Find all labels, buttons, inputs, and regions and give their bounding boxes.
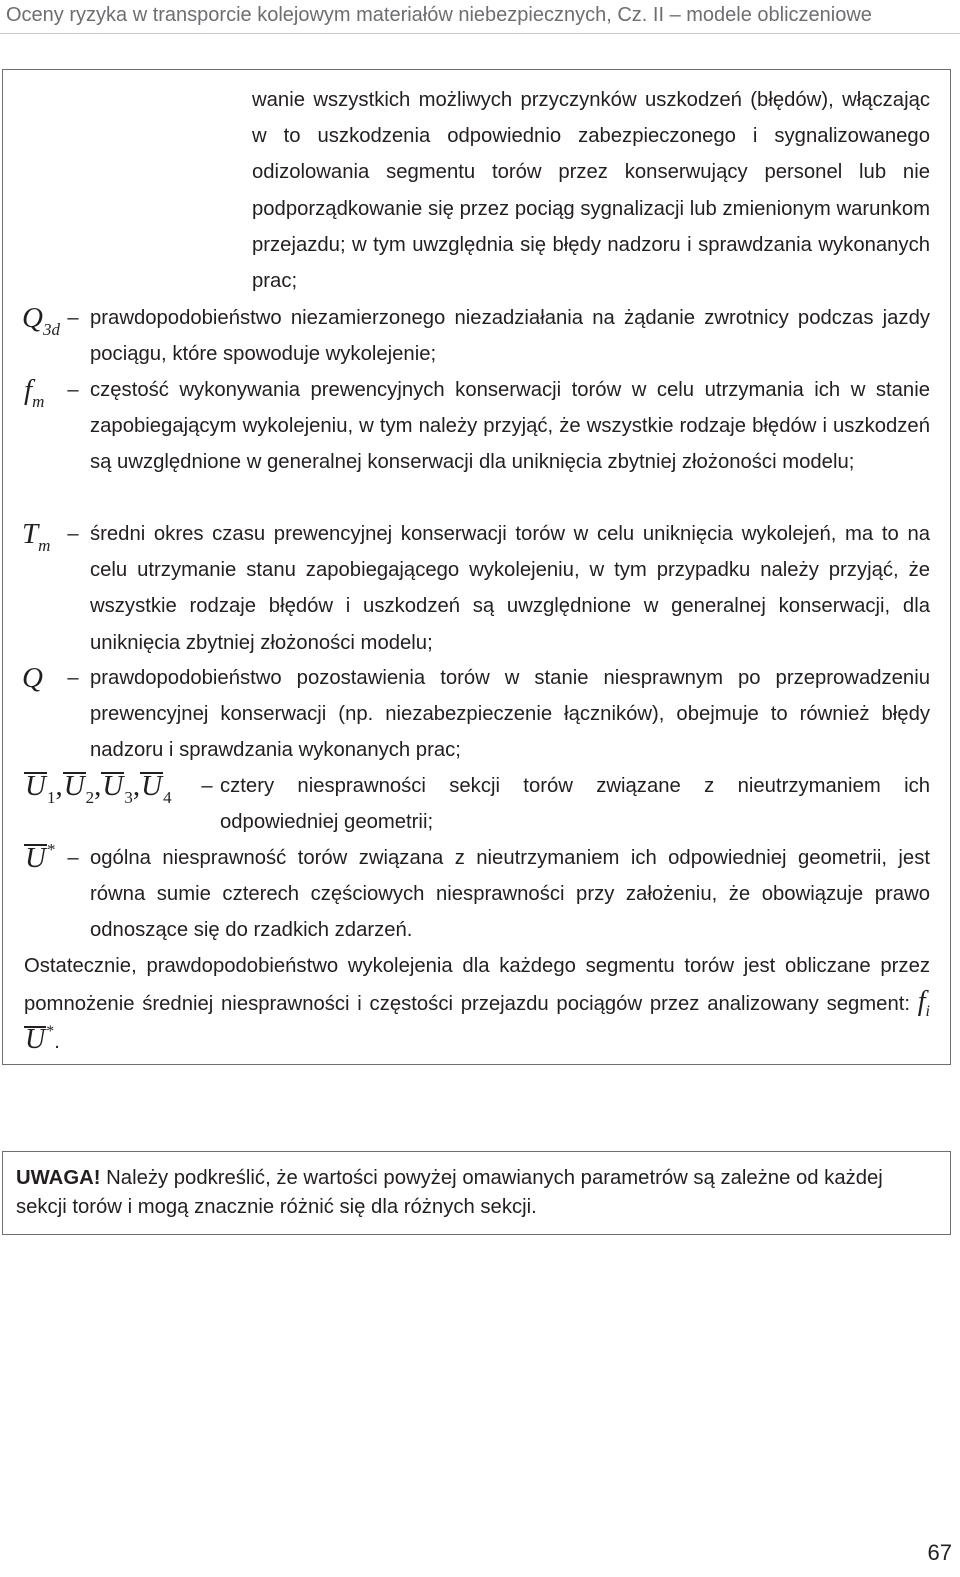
symbol-u2-sub: 2	[85, 788, 95, 807]
dash-u1-u4: –	[201, 775, 213, 797]
final-text: Ostatecznie, prawdopodobieństwo wykolejenia dla każdego segmentu torów jest obliczane przez pomnożenie średniej niesprawności i częstości przejazdu pociągów przez analizowany segment:	[24, 955, 930, 1016]
symbol-q3d-sub: 3d	[42, 320, 60, 339]
definition-q3d: prawdopodobieństwo niezamierzonego niezadziałania na żądanie zwrotnicy podczas jazdy pociągu, które spowoduje wykolejenie;	[90, 307, 930, 366]
note-paragraph	[16, 1164, 936, 1222]
symbol-u-separator-2: ,	[94, 770, 102, 802]
dash-q3d: –	[67, 307, 79, 329]
formula-u: U	[25, 1024, 46, 1056]
final-paragraph	[24, 948, 930, 1061]
page-number: 67	[927, 1540, 952, 1565]
symbol-q3d-letter: Q	[22, 302, 43, 334]
symbol-ustar	[24, 840, 55, 876]
dash-q: –	[67, 667, 79, 689]
symbol-u1-u4	[24, 768, 172, 807]
continuation-paragraph: wanie wszystkich możliwych przyczynków uszkodzeń (błędów), włączając w to uszkodzenia odpowiednio zabezpieczonego i sygnalizowanego odizolowania segmentu torów przez konserwujący personel lub nie podporządkowanie się przez pociąg sygnalizacji lub zmienionym warunkom przejazdu; w tym uwzględnia się błędy nadzoru i sprawdzania wykonanych prac;	[252, 89, 930, 293]
symbol-u2-letter: U	[63, 770, 85, 802]
dash-fm: –	[67, 379, 79, 401]
definition-fm: częstość wykonywania prewencyjnych konserwacji torów w celu utrzymania ich w stanie zapobiegającym wykolejeniu, w tym należy przyjąć, że wszystkie rodzaje błędów i uszkodzeń są uwzględnione w generalnej konserwacji dla uniknięcia zbytniej złożoności modelu;	[90, 379, 930, 474]
dash-ustar: –	[67, 847, 79, 869]
note-label: UWAGA!	[16, 1167, 101, 1189]
header-rule	[0, 33, 960, 34]
symbol-fm	[24, 372, 45, 411]
symbol-ustar-letter: U	[25, 842, 46, 874]
symbol-fm-sub: m	[32, 392, 45, 411]
symbol-q	[22, 660, 43, 696]
symbol-u4-sub: 4	[163, 788, 172, 807]
symbol-u3-sub: 3	[124, 788, 133, 807]
formula-u-sup: *	[46, 1023, 55, 1041]
symbol-u3-letter: U	[102, 770, 124, 802]
final-period: .	[54, 1031, 60, 1054]
dash-tm: –	[67, 523, 79, 545]
symbol-u-separator-3: ,	[132, 770, 141, 802]
symbol-u-separator-1: ,	[55, 770, 63, 802]
symbol-u4-letter: U	[141, 770, 163, 802]
definition-tm: średni okres czasu prewencyjnej konserwacji torów w celu uniknięcia wykolejeń, ma to na celu utrzymanie stanu zapobiegającego wykolejeniu, w tym przypadku należy przyjąć, że wszystkie rodzaje błędów i uszkodzeń są uwzględnione w generalnej konserwacji, dla uniknięcia zbytniej złożoności modelu;	[90, 523, 930, 654]
symbol-q3d	[22, 300, 60, 339]
symbol-q-letter: Q	[22, 662, 43, 694]
definition-u1-u4: cztery niesprawności sekcji torów związane z nieutrzymaniem ich odpowiedniej geometrii;	[220, 775, 930, 834]
symbol-tm-letter: T	[22, 518, 39, 550]
definition-ustar: ogólna niesprawność torów związana z nieutrzymaniem ich odpowiedniej geometrii, jest równa sumie czterech częściowych niesprawności przy założeniu, że obowiązuje prawo odnoszące się do rzadkich zdarzeń.	[90, 847, 930, 942]
symbol-ustar-sup: *	[46, 840, 56, 859]
symbol-u1-sub: 1	[46, 788, 56, 807]
formula-f: f	[917, 986, 926, 1018]
note-text: Należy podkreślić, że wartości powyżej omawianych parametrów są zależne od każdej sekcji torów i mogą znacznie różnić się dla różnych sekcji.	[16, 1167, 883, 1218]
symbol-tm	[22, 516, 51, 555]
running-header: Oceny ryzyka w transporcie kolejowym materiałów niebezpiecznych, Cz. II – modele obliczeniowe	[6, 4, 872, 26]
symbol-fm-letter: f	[24, 374, 33, 406]
symbol-u1-letter: U	[25, 770, 46, 802]
formula-f-sub: i	[925, 1003, 930, 1021]
symbol-tm-sub: m	[38, 536, 51, 555]
definition-q: prawdopodobieństwo pozostawienia torów w stanie niesprawnym po przeprowadzeniu prewencyjnej konserwacji (np. niezabezpieczenie łączników), obejmuje to również błędy nadzoru i sprawdzania wykonanych prac;	[90, 667, 930, 762]
